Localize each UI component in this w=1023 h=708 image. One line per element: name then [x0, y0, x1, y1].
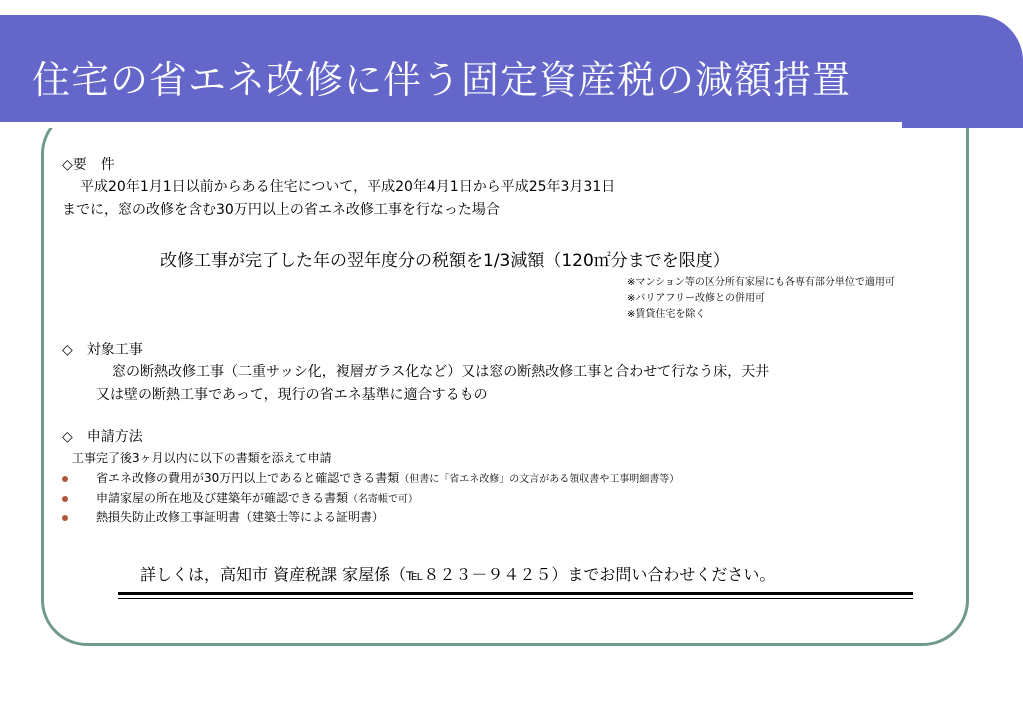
- slide-title: 住宅の省エネ改修に伴う固定資産税の減額措置: [32, 58, 852, 102]
- target-line-2: 又は壁の断熱工事であって，現行の省エネ基準に適合するもの: [96, 387, 488, 403]
- application-item-2-sub: （名寄帳で可）: [348, 494, 419, 505]
- title-underline: [0, 122, 902, 128]
- application-item-1: [96, 469, 679, 489]
- application-heading: ◇ 申請方法: [62, 429, 143, 445]
- divider-thin: [118, 598, 913, 599]
- bullet-icon: [62, 496, 68, 502]
- application-item-2-main: 申請家屋の所在地及び建築年が確認できる書類: [96, 491, 349, 505]
- contact-info: 詳しくは，高知市 資産税課 家屋係（℡８２３－９４２５）までお問い合わせください。: [140, 565, 776, 584]
- tax-reduction-headline: 改修工事が完了した年の翌年度分の税額を1/3減額（120㎡分までを限度）: [160, 251, 730, 271]
- note-3: ※賃貸住宅を除く: [627, 309, 706, 320]
- application-item-1-sub: （但書に「省エネ改修」の文言がある領収書や工事明細書等）: [399, 474, 680, 485]
- bullet-icon: [62, 515, 68, 521]
- note-2: ※バリアフリー改修との併用可: [627, 293, 765, 304]
- requirements-line-1: 平成20年1月1日以前からある住宅について，平成20年4月1日から平成25年3月31日: [80, 179, 616, 195]
- target-line-1: 窓の断熱改修工事（二重サッシ化，複層ガラス化など）又は窓の断熱改修工事と合わせて行なう床，天井: [112, 364, 770, 380]
- application-item-1-main: 省エネ改修の費用が30万円以上であると確認できる書類: [96, 471, 400, 485]
- application-item-3-main: 熱損失防止改修工事証明書（建築士等による証明書）: [96, 510, 385, 524]
- bullet-icon: [62, 476, 68, 482]
- note-1: ※マンション等の区分所有家屋にも各専有部分単位で適用可: [627, 277, 895, 288]
- target-heading: ◇ 対象工事: [62, 342, 143, 358]
- application-intro: 工事完了後3ヶ月以内に以下の書類を添えて申請: [72, 451, 332, 465]
- divider-thick: [118, 592, 913, 595]
- title-bar: [0, 15, 1023, 128]
- application-item-3: [96, 508, 384, 526]
- requirements-heading: ◇要 件: [62, 157, 115, 173]
- requirements-line-2: までに，窓の改修を含む30万円以上の省エネ改修工事を行なった場合: [62, 202, 500, 218]
- application-item-2: [96, 489, 418, 509]
